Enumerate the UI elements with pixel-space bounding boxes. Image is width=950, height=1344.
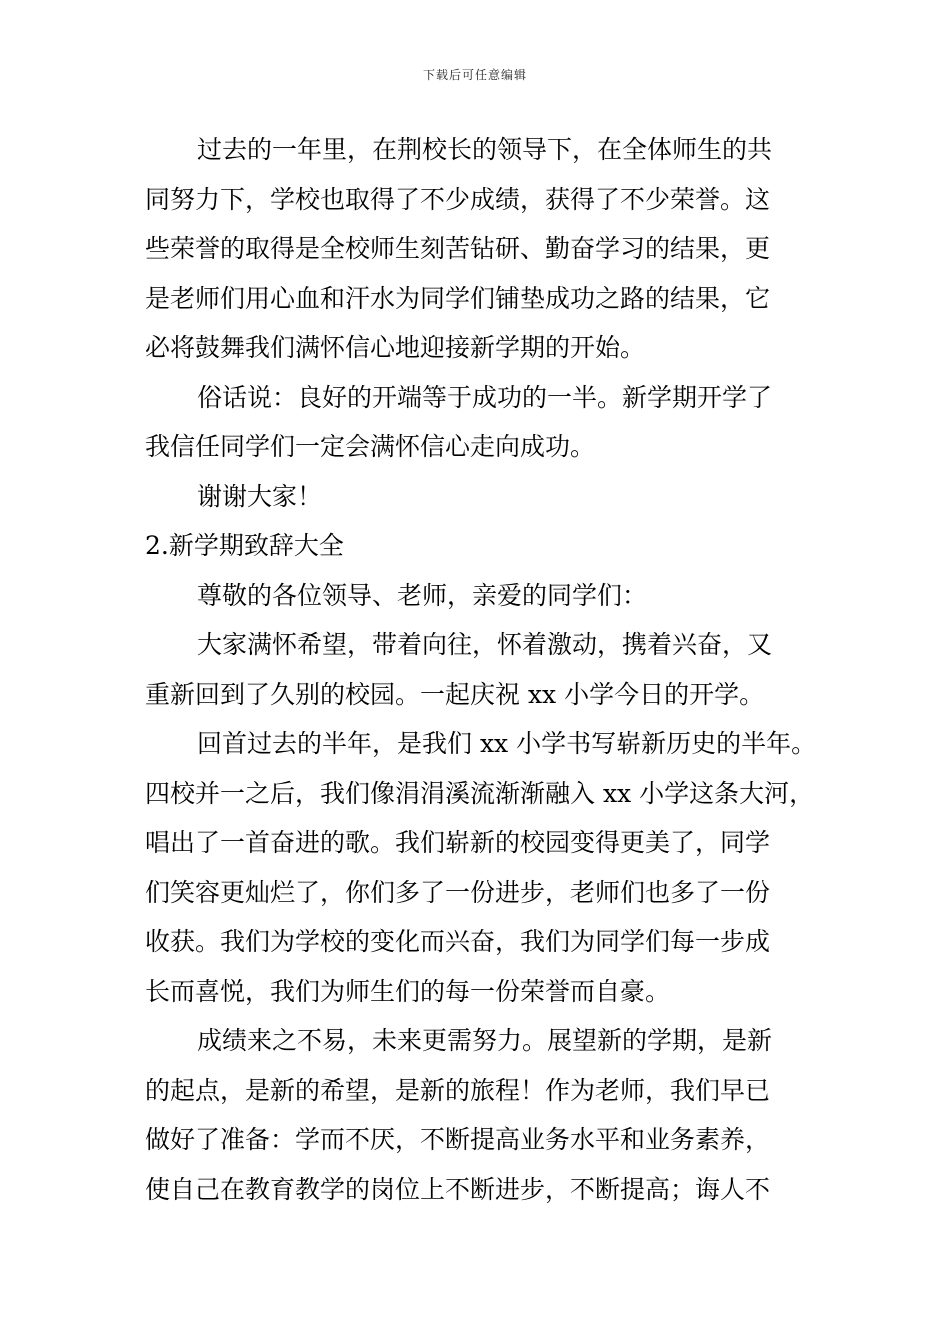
text-line: 过去的一年里，在荆校长的领导下，在全体师生的共	[197, 135, 773, 164]
text-line: 大家满怀希望，带着向往，怀着激动，携着兴奋，又	[197, 630, 773, 659]
text-line: 们笑容更灿烂了，你们多了一份进步，老师们也多了一份	[145, 877, 771, 907]
document-body	[145, 130, 815, 1219]
text-line: 必将鼓舞我们满怀信心地迎接新学期的开始。	[145, 333, 646, 362]
text-line: 长而喜悦，我们为师生们的每一份荣誉而自豪。	[145, 976, 671, 1006]
text-line: 四校并一之后，我们像涓涓溪流渐渐融入 xx 小学这条大河，	[145, 778, 815, 808]
text-line: 使自己在教育教学的岗位上不断进步，不断提高；诲人不	[145, 1174, 771, 1204]
text-line: 2.新学期致辞大全	[145, 531, 344, 560]
text-line: 成绩来之不易，未来更需努力。展望新的学期，是新	[197, 1026, 773, 1055]
text-line: 唱出了一首奋进的歌。我们崭新的校园变得更美了，同学	[145, 828, 771, 857]
text-line: 做好了准备：学而不厌，不断提高业务水平和业务素养，	[145, 1125, 771, 1154]
text-line: 回首过去的半年，是我们 xx 小学书写崭新历史的半年。	[197, 729, 817, 758]
text-line: 俗话说：良好的开端等于成功的一半。新学期开学了	[197, 382, 773, 412]
text-line: 些荣誉的取得是全校师生刻苦钻研、勤奋学习的结果，更	[145, 234, 771, 263]
text-line: 收获。我们为学校的变化而兴奋，我们为同学们每一步成	[145, 927, 771, 956]
text-line: 重新回到了久别的校园。一起庆祝 xx 小学今日的开学。	[145, 679, 765, 709]
text-line: 我信任同学们一定会满怀信心走向成功。	[145, 432, 596, 461]
text-line: 是老师们用心血和汗水为同学们铺垫成功之路的结果，它	[145, 283, 771, 313]
text-line: 的起点，是新的希望，是新的旅程！作为老师，我们早已	[145, 1075, 771, 1105]
text-line: 同努力下，学校也取得了不少成绩，获得了不少荣誉。这	[145, 184, 771, 214]
text-line: 谢谢大家！	[197, 481, 323, 511]
text-line: 尊敬的各位领导、老师，亲爱的同学们：	[197, 580, 648, 610]
page-header: 下载后可任意编辑	[422, 68, 527, 82]
